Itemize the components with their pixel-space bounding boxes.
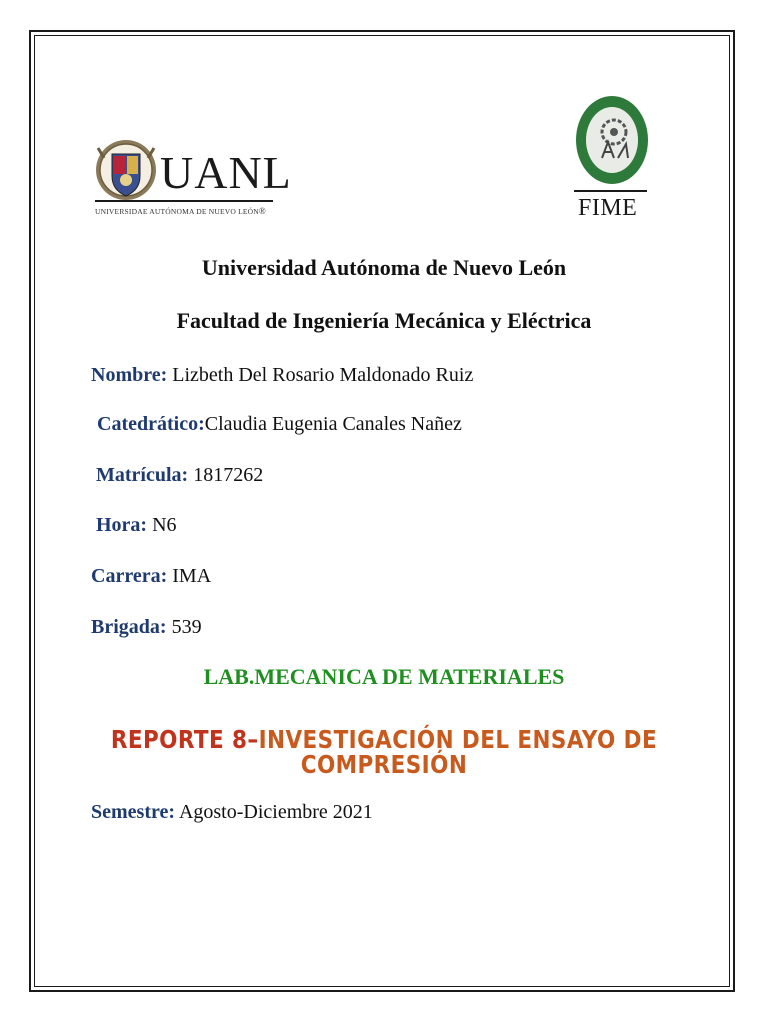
field-value: Lizbeth Del Rosario Maldonado Ruiz	[172, 364, 474, 386]
field-nombre	[91, 365, 473, 385]
field-value: Agosto-Diciembre 2021	[178, 801, 373, 823]
field-label: Semestre:	[91, 801, 176, 823]
field-label: Nombre:	[91, 364, 168, 386]
field-label: Hora:	[96, 514, 148, 536]
report-title	[54, 727, 714, 777]
report-topic: INVESTIGACIÓN DEL ENSAYO DE COMPRESIÓN	[258, 725, 658, 779]
course-title: LAB.MECANICA DE MATERIALES	[203, 664, 565, 689]
report-number: REPORTE 8–	[110, 725, 259, 754]
field-value: 1817262	[193, 464, 264, 486]
field-label: Carrera:	[91, 565, 168, 587]
field-hora	[96, 515, 177, 535]
university-title: Universidad Autónoma de Nuevo León	[201, 255, 567, 280]
faculty-title: Facultad de Ingeniería Mecánica y Eléctrica	[176, 308, 592, 333]
field-value: 539	[171, 616, 202, 638]
uanl-subtitle: UNIVERSIDAE AUTÓNOMA DE NUEVO LEÓN®	[95, 206, 266, 216]
fime-wordmark: FIME	[578, 195, 638, 221]
field-value: IMA	[172, 565, 212, 587]
uanl-wordmark: UANL	[160, 147, 292, 198]
uanl-rule	[95, 200, 273, 202]
field-brigada	[91, 617, 202, 637]
fime-rule	[574, 190, 647, 192]
field-value: Claudia Eugenia Canales Nañez	[204, 413, 462, 435]
field-carrera	[91, 566, 211, 586]
field-value: N6	[152, 514, 177, 536]
field-label: Matrícula:	[96, 464, 189, 486]
field-semestre	[91, 802, 373, 822]
field-label: Brigada:	[91, 616, 167, 638]
field-label: Catedrático:	[97, 413, 205, 435]
field-matricula	[96, 465, 263, 485]
field-catedratico	[97, 414, 462, 434]
